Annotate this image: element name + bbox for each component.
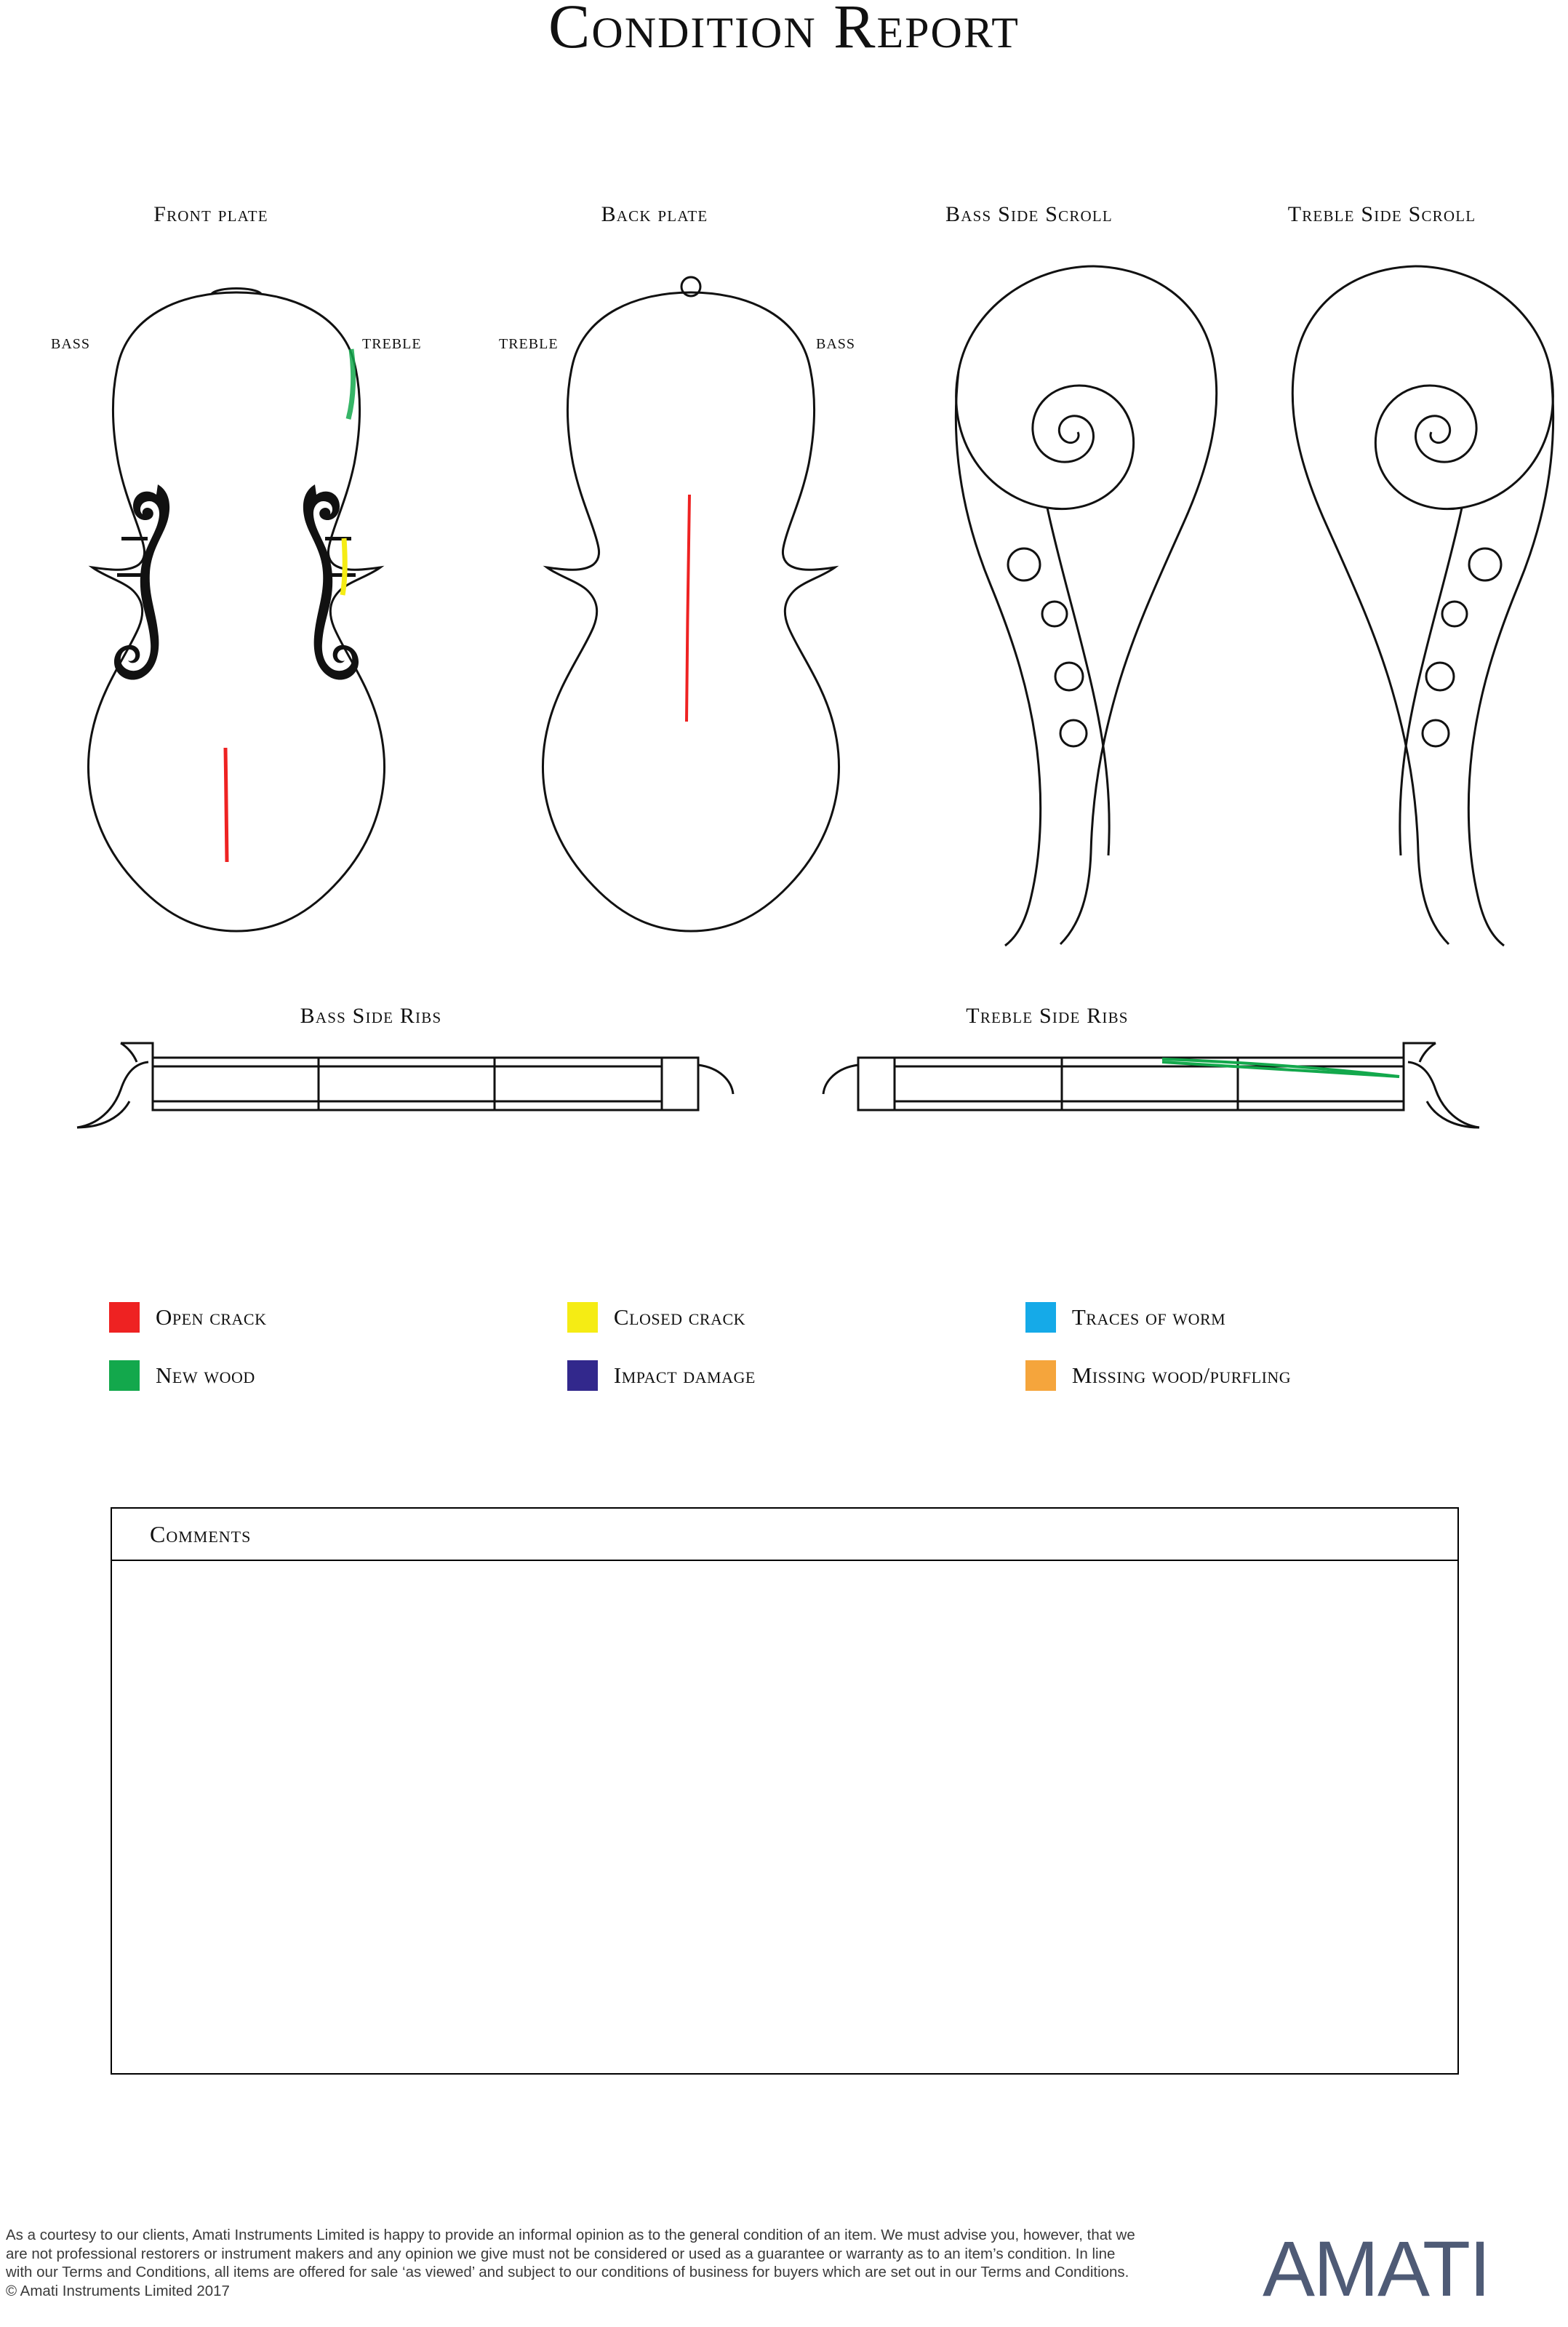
legend-row-1 [109,1302,1484,1333]
marking-new-wood-treble-ribs [1162,1059,1399,1077]
legend-label-closed-crack: Closed crack [613,1304,746,1330]
comments-input[interactable] [112,1561,1457,2073]
front-plate-diagram [40,276,433,938]
marking-new-wood-front [348,349,353,419]
legend-label-impact-damage: Impact damage [613,1362,756,1388]
legend-item-new-wood [109,1360,567,1391]
legend-swatch-traces-of-worm [1025,1302,1056,1333]
label-front-bass: BASS [51,336,91,352]
legend-item-open-crack [109,1302,567,1333]
legend [109,1302,1484,1418]
legend-swatch-closed-crack [567,1302,598,1333]
legend-label-traces-of-worm: Traces of worm [1071,1304,1226,1330]
legend-swatch-missing-wood [1025,1360,1056,1391]
label-front-treble: TREBLE [362,336,422,352]
caption-treble-side-ribs: Treble Side Ribs [966,1004,1129,1028]
legend-swatch-new-wood [109,1360,140,1391]
legend-label-open-crack: Open crack [156,1304,267,1330]
back-plate-diagram [495,276,887,938]
legend-label-new-wood: New wood [156,1362,255,1388]
legend-item-impact-damage [567,1360,1025,1391]
footer-disclaimer: As a courtesy to our clients, Amati Instruments Limited is happy to provide an informal opinion as to the general condition of an item. We must advise you, however, that we are not professional restorers or instrument makers and any opinion we give must not be considered or used as a guarantee or warranty as to an item’s condition. In line with our Terms and Conditions, all items are offered for sale ‘as viewed’ and subject to our conditions of business for buyers which are set out in our Terms and Conditions. © Amati Instruments Limited 2017 [6,2227,1135,2299]
comments-box [111,1507,1459,2075]
amati-logo-text: AMATI [1263,2230,1489,2310]
caption-bass-side-ribs: Bass Side Ribs [300,1004,442,1028]
treble-side-scroll-diagram [1280,256,1568,954]
bass-side-ribs-diagram [73,1031,742,1148]
legend-swatch-impact-damage [567,1360,598,1391]
marking-closed-crack-front [343,538,345,595]
legend-label-missing-wood: Missing wood/purfling [1071,1362,1292,1388]
amati-logo [1263,2230,1568,2310]
label-back-treble: TREBLE [499,336,559,352]
legend-swatch-open-crack [109,1302,140,1333]
bass-side-scroll-diagram [938,256,1229,954]
treble-side-ribs-diagram [815,1031,1484,1148]
caption-treble-side-scroll: Treble Side Scroll [1287,202,1476,226]
label-back-bass: BASS [816,336,856,352]
caption-bass-side-scroll: Bass Side Scroll [945,202,1113,226]
marking-open-crack-back [687,495,689,722]
legend-row-2 [109,1360,1484,1391]
comments-header [112,1509,1457,1561]
caption-front-plate: Front plate [153,202,268,226]
page-title: Condition Report [548,0,1020,61]
comments-title: Comments [150,1520,252,1547]
caption-back-plate: Back plate [601,202,708,226]
marking-open-crack-front [225,748,227,862]
legend-item-missing-wood [1025,1360,1484,1391]
legend-item-traces-of-worm [1025,1302,1484,1333]
legend-item-closed-crack [567,1302,1025,1333]
